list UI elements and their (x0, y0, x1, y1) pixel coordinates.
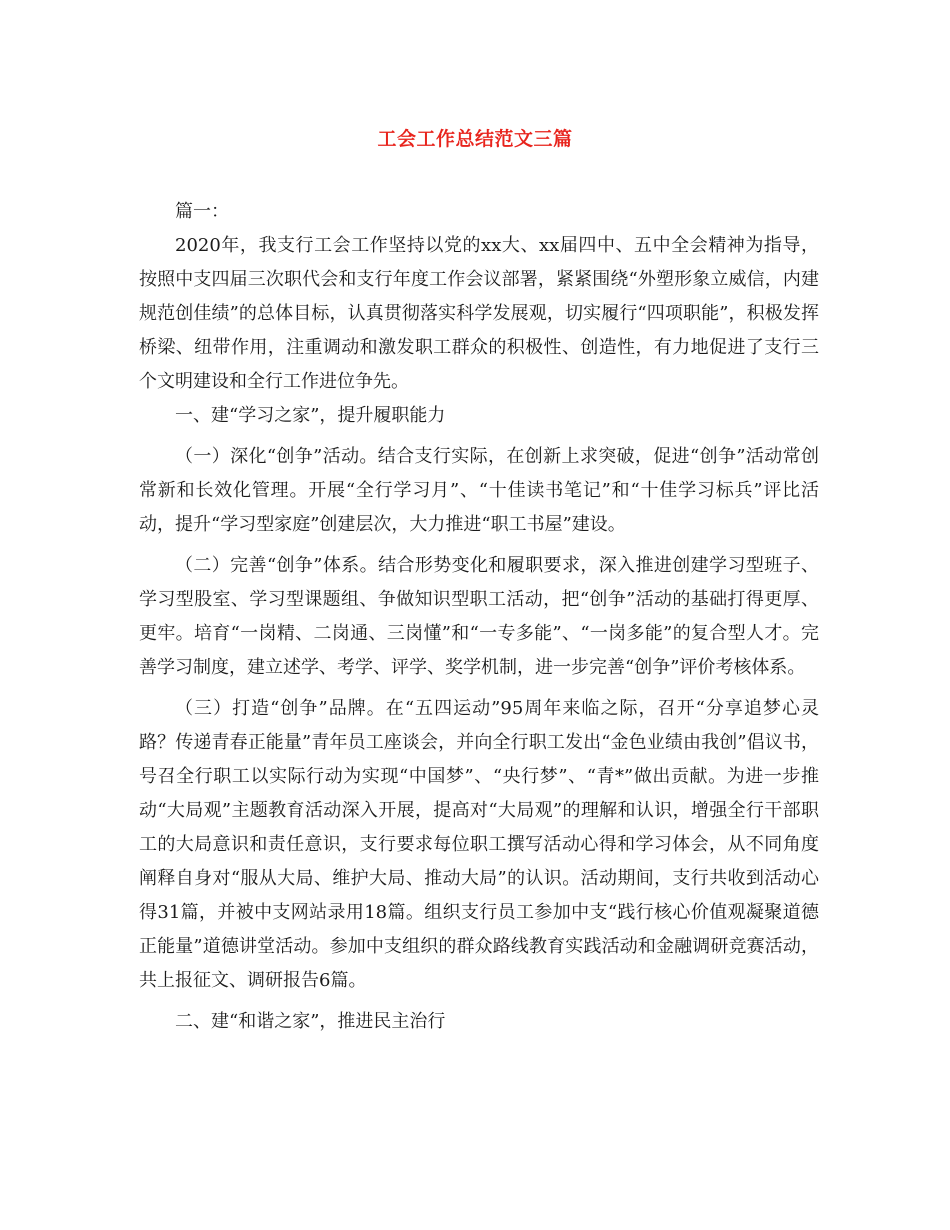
paragraph-build-brand: （三）打造“创争”品牌。在“五四运动”95周年来临之际，召开“分享追梦心灵路？传递青春正能量”青年员工座谈会，并向全行职工发出“金色业绩由我创”倡议书，号召全行职工以实际行动为实现“中国梦”、“央行梦”、“青*”做出贡献。为进一步推动“大局观”主题教育活动深入开展，提高对“大局观”的理解和认识，增强全行干部职工的大局意识和责任意识，支行要求每位职工撰写活动心得和学习体会，从不同角度阐释自身对“服从大局、维护大局、推动大局”的认识。活动期间，支行共收到活动心得31篇，并被中支网站录用18篇。组织支行员工参加中支“践行核心价值观凝聚道德正能量”道德讲堂活动。参加中支组织的群众路线教育实践活动和金融调研竞赛活动，共上报征文、调研报告6篇。 (139, 698, 819, 991)
section-heading-learning-home: 一、建“学习之家”，提升履职能力 (175, 405, 446, 426)
paragraph-deepen-activity: （一）深化“创争”活动。结合支行实际，在创新上求突破，促进“创争”活动常创常新和长效化管理。开展“全行学习月”、“十佳读书笔记”和“十佳学习标兵”评比活动，提升“学习型家庭”创建层次，大力推进“职工书屋”建设。 (139, 446, 819, 535)
paragraph-improve-system: （二）完善“创争”体系。结合形势变化和履职要求，深入推进创建学习型班子、学习型股室、学习型课题组、争做知识型职工活动，把“创争”活动的基础打得更厚、更牢。培育“一岗精、二岗通、三岗懂”和“一专多能”、“一岗多能”的复合型人才。完善学习制度，建立述学、考学、评学、奖学机制，进一步完善“创争”评价考核体系。 (139, 555, 819, 678)
section-heading-harmony-home: 二、建“和谐之家”，推进民主治行 (175, 1011, 446, 1032)
document-body (139, 195, 819, 1039)
document-title: 工会工作总结范文三篇 (377, 128, 573, 150)
paragraph-heading-part-one: 篇一： (175, 201, 229, 222)
paragraph-intro: 2020年，我支行工会工作坚持以党的xx大、xx届四中、五中全会精神为指导，按照中支四届三次职代会和支行年度工作会议部署，紧紧围绕“外塑形象立威信，内建规范创佳绩”的总体目标，认真贯彻落实科学发展观，切实履行“四项职能”，积极发挥桥梁、纽带作用，注重调动和激发职工群众的积极性、创造性，有力地促进了支行三个文明建设和全行工作进位争先。 (139, 235, 819, 392)
